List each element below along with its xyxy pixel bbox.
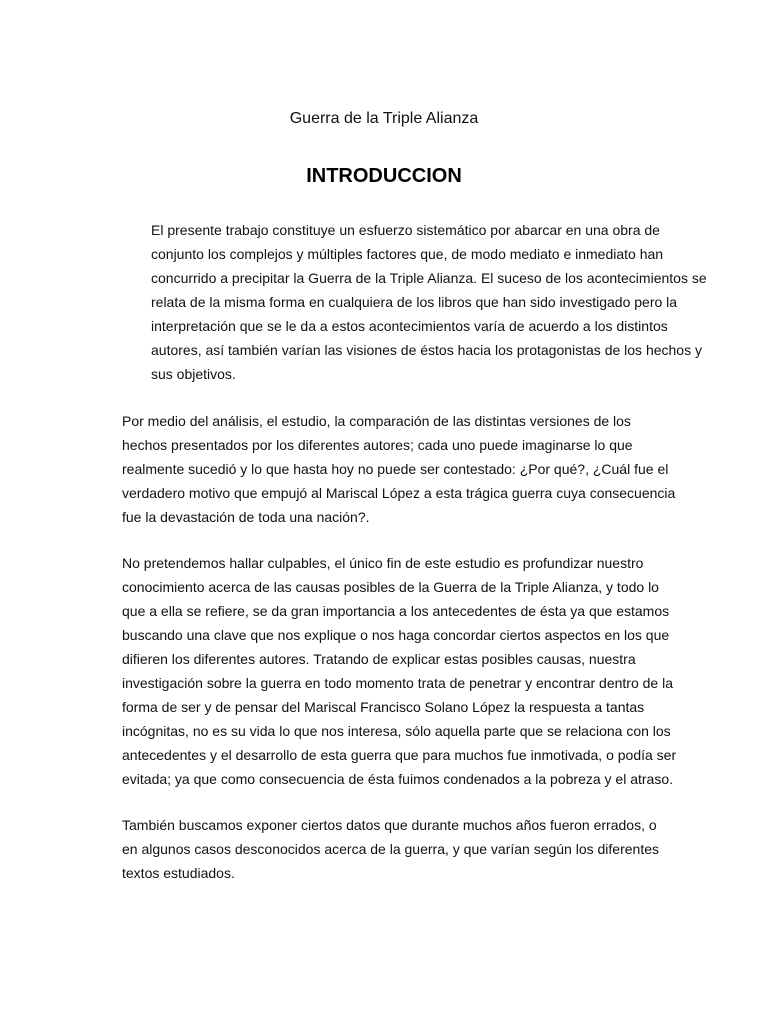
paragraph-line: relata de la misma forma en cualquiera de los libros que han sido investigado pero la — [151, 294, 678, 310]
document-title: Guerra de la Triple Alianza — [289, 110, 479, 127]
paragraph-line: También buscamos exponer ciertos datos que durante muchos años fueron errados, o — [122, 817, 657, 833]
paragraph-line: autores, así también varían las visiones de éstos hacia los protagonistas de los hechos y — [151, 342, 702, 358]
paragraph-line: que a ella se refiere, se da gran importancia a los antecedentes de ésta ya que estamos — [122, 603, 670, 619]
paragraph-line: El presente trabajo constituye un esfuerzo sistemático por abarcar en una obra de — [151, 222, 660, 238]
paragraph-line: textos estudiados. — [122, 865, 235, 881]
paragraph-line: incógnitas, no es su vida lo que nos interesa, sólo aquella parte que se relaciona con los — [122, 723, 671, 739]
paragraph-line: investigación sobre la guerra en todo momento trata de penetrar y encontrar dentro de la — [122, 675, 673, 691]
paragraph-line: evitada; ya que como consecuencia de ésta fuimos condenados a la pobreza y el atraso. — [122, 771, 674, 787]
paragraph-line: sus objetivos. — [151, 366, 236, 382]
paragraph-line: verdadero motivo que empujó al Mariscal López a esta trágica guerra cuya consecuencia — [122, 485, 676, 501]
paragraph-1 — [107, 218, 707, 386]
paragraph-line: forma de ser y de pensar del Mariscal Francisco Solano López la respuesta a tantas — [122, 699, 645, 715]
paragraph-line: interpretación que se le da a estos acontecimientos varía de acuerdo a los distintos — [151, 318, 668, 334]
paragraph-line: fue la devastación de toda una nación?. — [122, 509, 370, 525]
paragraph-line: en algunos casos desconocidos acerca de la guerra, y que varían según los diferentes — [122, 841, 660, 857]
paragraph-line: buscando una clave que nos explique o nos haga concordar ciertos aspectos en los que — [122, 627, 670, 643]
paragraph-line: realmente sucedió y lo que hasta hoy no puede ser contestado: ¿Por qué?, ¿Cuál fue el — [122, 461, 669, 477]
paragraph-line: difieren los diferentes autores. Tratando de explicar estas posibles causas, nuestra — [122, 651, 636, 667]
paragraph-line: Por medio del análisis, el estudio, la comparación de las distintas versiones de los — [122, 413, 631, 429]
paragraph-line: hechos presentados por los diferentes autores; cada uno puede imaginarse lo que — [122, 437, 633, 453]
paragraph-line: conocimiento acerca de las causas posibles de la Guerra de la Triple Alianza, y todo lo — [122, 579, 659, 595]
paragraph-2 — [107, 409, 676, 529]
paragraph-line: No pretendemos hallar culpables, el único fin de este estudio es profundizar nuestro — [122, 555, 644, 571]
paragraph-line: antecedentes y el desarrollo de esta guerra que para muchos fue inmotivada, o podía ser — [122, 747, 677, 763]
section-heading: INTRODUCCION — [306, 165, 462, 187]
paragraph-3 — [107, 551, 677, 791]
paragraph-line: concurrido a precipitar la Guerra de la Triple Alianza. El suceso de los acontecimientos se — [151, 270, 707, 286]
paragraph-4 — [107, 813, 659, 885]
paragraph-line: conjunto los complejos y múltiples factores que, de modo mediato e inmediato han — [151, 246, 664, 262]
